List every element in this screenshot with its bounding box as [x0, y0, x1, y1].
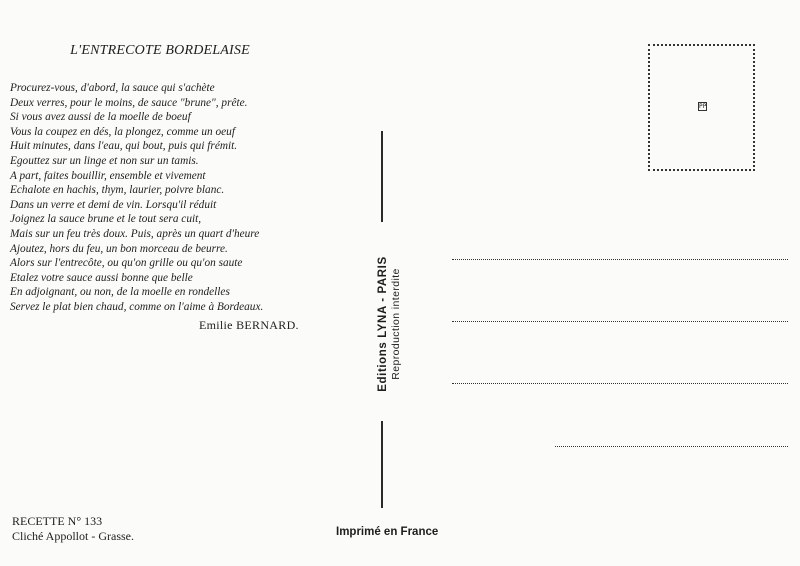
poem-line: A part, faites bouillir, ensemble et vivement [10, 169, 206, 182]
poem-line: Vous la coupez en dés, la plongez, comme un oeuf [10, 125, 235, 138]
poem-author: Emilie BERNARD. [199, 318, 299, 332]
address-line [555, 446, 788, 447]
publisher-credit [377, 256, 403, 392]
poem-line: Alors sur l'entrecôte, ou qu'on grille ou qu'on saute [10, 257, 243, 270]
poem-line: Echalote en hachis, thym, laurier, poivre blanc. [10, 184, 225, 197]
poem-line: Huit minutes, dans l'eau, qui bout, puis qui frémit. [10, 140, 238, 153]
poem-line: Joignez la sauce brune et le tout sera cuit, [10, 213, 202, 226]
poem-line: Etalez votre sauce aussi bonne que belle [10, 271, 193, 284]
address-line [452, 383, 788, 384]
recipe-poem [10, 81, 350, 315]
poem-line: Procurez-vous, d'abord, la sauce qui s'achète [10, 82, 215, 94]
stamp-box [648, 44, 755, 171]
poem-line: Si vous avez aussi de la moelle de boeuf [10, 111, 191, 124]
stamp-mark-icon: PP [699, 103, 707, 110]
recipe-number: RECETTE N° 133 [12, 514, 103, 528]
poem-line: Dans un verre et demi de vin. Lorsqu'il réduit [10, 198, 217, 211]
recipe-title: L'ENTRECOTE BORDELAISE [70, 43, 250, 58]
address-line [452, 321, 788, 322]
address-line [452, 259, 788, 260]
poem-line: Deux verres, pour le moins, de sauce "brune", prête. [10, 96, 248, 109]
poem-line: Ajoutez, hors du feu, un bon morceau de beurre. [10, 242, 228, 255]
publisher-name: Editions LYNA - PARIS [377, 256, 389, 392]
printed-in-france: Imprimé en France [336, 526, 439, 538]
poem-line: En adjoignant, ou non, de la moelle en rondelles [10, 286, 230, 299]
poem-line: Mais sur un feu très doux. Puis, après un quart d'heure [10, 227, 260, 240]
photo-credit: Cliché Appollot - Grasse. [12, 529, 134, 543]
poem-line: Servez le plat bien chaud, comme on l'aime à Bordeaux. [10, 300, 264, 313]
poem-line: Egouttez sur un linge et non sur un tamis. [10, 154, 199, 167]
center-divider-top [381, 131, 383, 222]
reproduction-notice: Reproduction interdite [390, 268, 402, 380]
center-divider-bottom [381, 421, 383, 508]
